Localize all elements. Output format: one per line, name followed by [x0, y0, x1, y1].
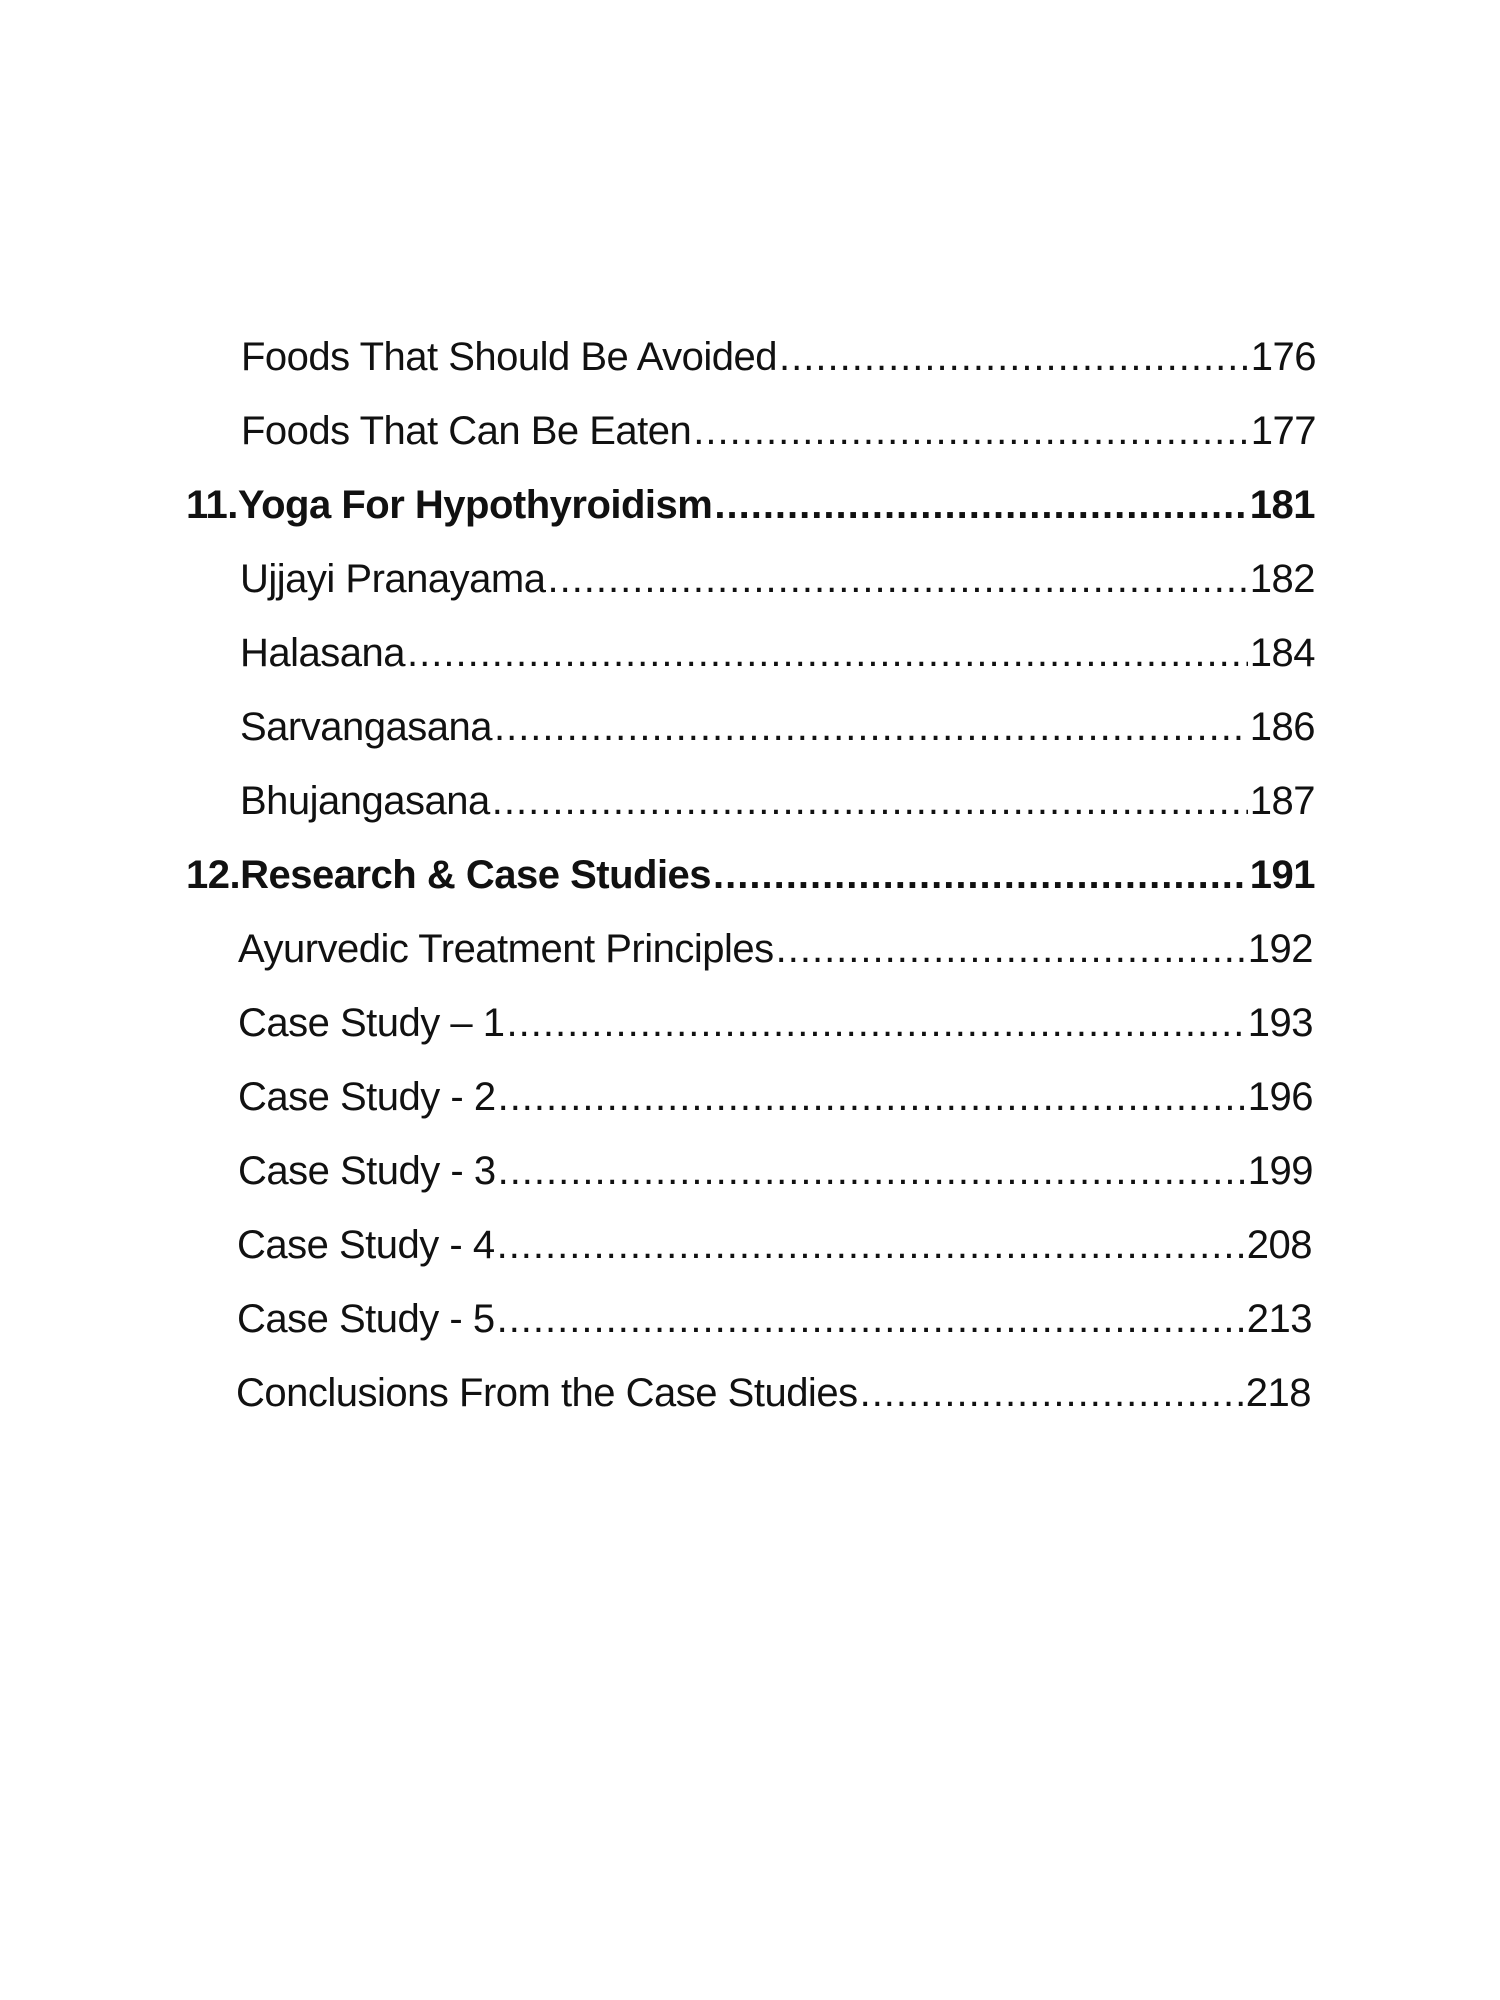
toc-entry-foods-eaten[interactable]	[241, 394, 1316, 468]
toc-entry-title: Case Study - 5	[237, 1297, 495, 1341]
dot-leader	[713, 838, 1248, 912]
toc-chapter-title: 11.Yoga For Hypothyroidism	[186, 483, 713, 527]
dot-leader	[779, 320, 1249, 394]
toc-chapter-page: 181	[1249, 483, 1315, 527]
dot-leader	[494, 690, 1248, 764]
dot-leader	[497, 1282, 1245, 1356]
dot-leader	[860, 1356, 1244, 1430]
toc-entry-page: 186	[1249, 705, 1315, 749]
dot-leader	[497, 1208, 1245, 1282]
dot-leader	[492, 764, 1248, 838]
dot-leader	[507, 986, 1246, 1060]
toc-entry-page: 208	[1246, 1223, 1312, 1267]
toc-entry-title: Case Study - 2	[238, 1075, 496, 1119]
toc-entry-page: 218	[1245, 1371, 1311, 1415]
toc-entry-title: Conclusions From the Case Studies	[236, 1371, 858, 1415]
dot-leader	[407, 616, 1248, 690]
toc-chapter-yoga[interactable]	[186, 468, 1315, 542]
toc-entry-title: Foods That Can Be Eaten	[241, 409, 692, 453]
toc-entry-page: 199	[1247, 1149, 1313, 1193]
toc-entry-page: 193	[1247, 1001, 1313, 1045]
toc-entry-case-study-5[interactable]	[237, 1282, 1312, 1356]
dot-leader	[498, 1060, 1246, 1134]
toc-entry-page: 176	[1250, 335, 1316, 379]
dot-leader	[693, 394, 1248, 468]
toc-entry-ayurvedic-principles[interactable]	[238, 912, 1313, 986]
toc-entry-case-study-1[interactable]	[238, 986, 1313, 1060]
toc-entry-page: 192	[1247, 927, 1313, 971]
dot-leader	[498, 1134, 1246, 1208]
toc-entry-foods-avoided[interactable]	[241, 320, 1316, 394]
toc-chapter-page: 191	[1249, 853, 1315, 897]
dot-leader	[776, 912, 1246, 986]
toc-entry-halasana[interactable]	[240, 616, 1315, 690]
toc-entry-title: Ujjayi Pranayama	[240, 557, 546, 601]
toc-entry-page: 177	[1250, 409, 1316, 453]
toc-entry-title: Sarvangasana	[240, 705, 492, 749]
toc-entry-page: 184	[1249, 631, 1315, 675]
toc-entry-page: 187	[1249, 779, 1315, 823]
toc-entry-sarvangasana[interactable]	[240, 690, 1315, 764]
toc-entry-page: 196	[1247, 1075, 1313, 1119]
toc-entry-title: Bhujangasana	[240, 779, 490, 823]
toc-entry-title: Foods That Should Be Avoided	[241, 335, 778, 379]
toc-entry-case-study-3[interactable]	[238, 1134, 1313, 1208]
toc-entry-title: Case Study - 3	[238, 1149, 496, 1193]
toc-entry-case-study-2[interactable]	[238, 1060, 1313, 1134]
toc-entry-title: Halasana	[240, 631, 406, 675]
toc-entry-page: 182	[1249, 557, 1315, 601]
toc-entry-title: Ayurvedic Treatment Principles	[238, 927, 774, 971]
toc-entry-case-study-4[interactable]	[237, 1208, 1312, 1282]
toc-chapter-research[interactable]	[186, 838, 1315, 912]
toc-entry-title: Case Study - 4	[237, 1223, 495, 1267]
toc-entry-bhujangasana[interactable]	[240, 764, 1315, 838]
toc-entry-conclusions[interactable]	[236, 1356, 1311, 1430]
dot-leader	[547, 542, 1247, 616]
toc-entry-title: Case Study – 1	[238, 1001, 505, 1045]
table-of-contents	[0, 320, 1500, 1430]
toc-chapter-title: 12.Research & Case Studies	[186, 853, 712, 897]
dot-leader	[714, 468, 1247, 542]
toc-entry-page: 213	[1246, 1297, 1312, 1341]
toc-entry-ujjayi-pranayama[interactable]	[240, 542, 1315, 616]
